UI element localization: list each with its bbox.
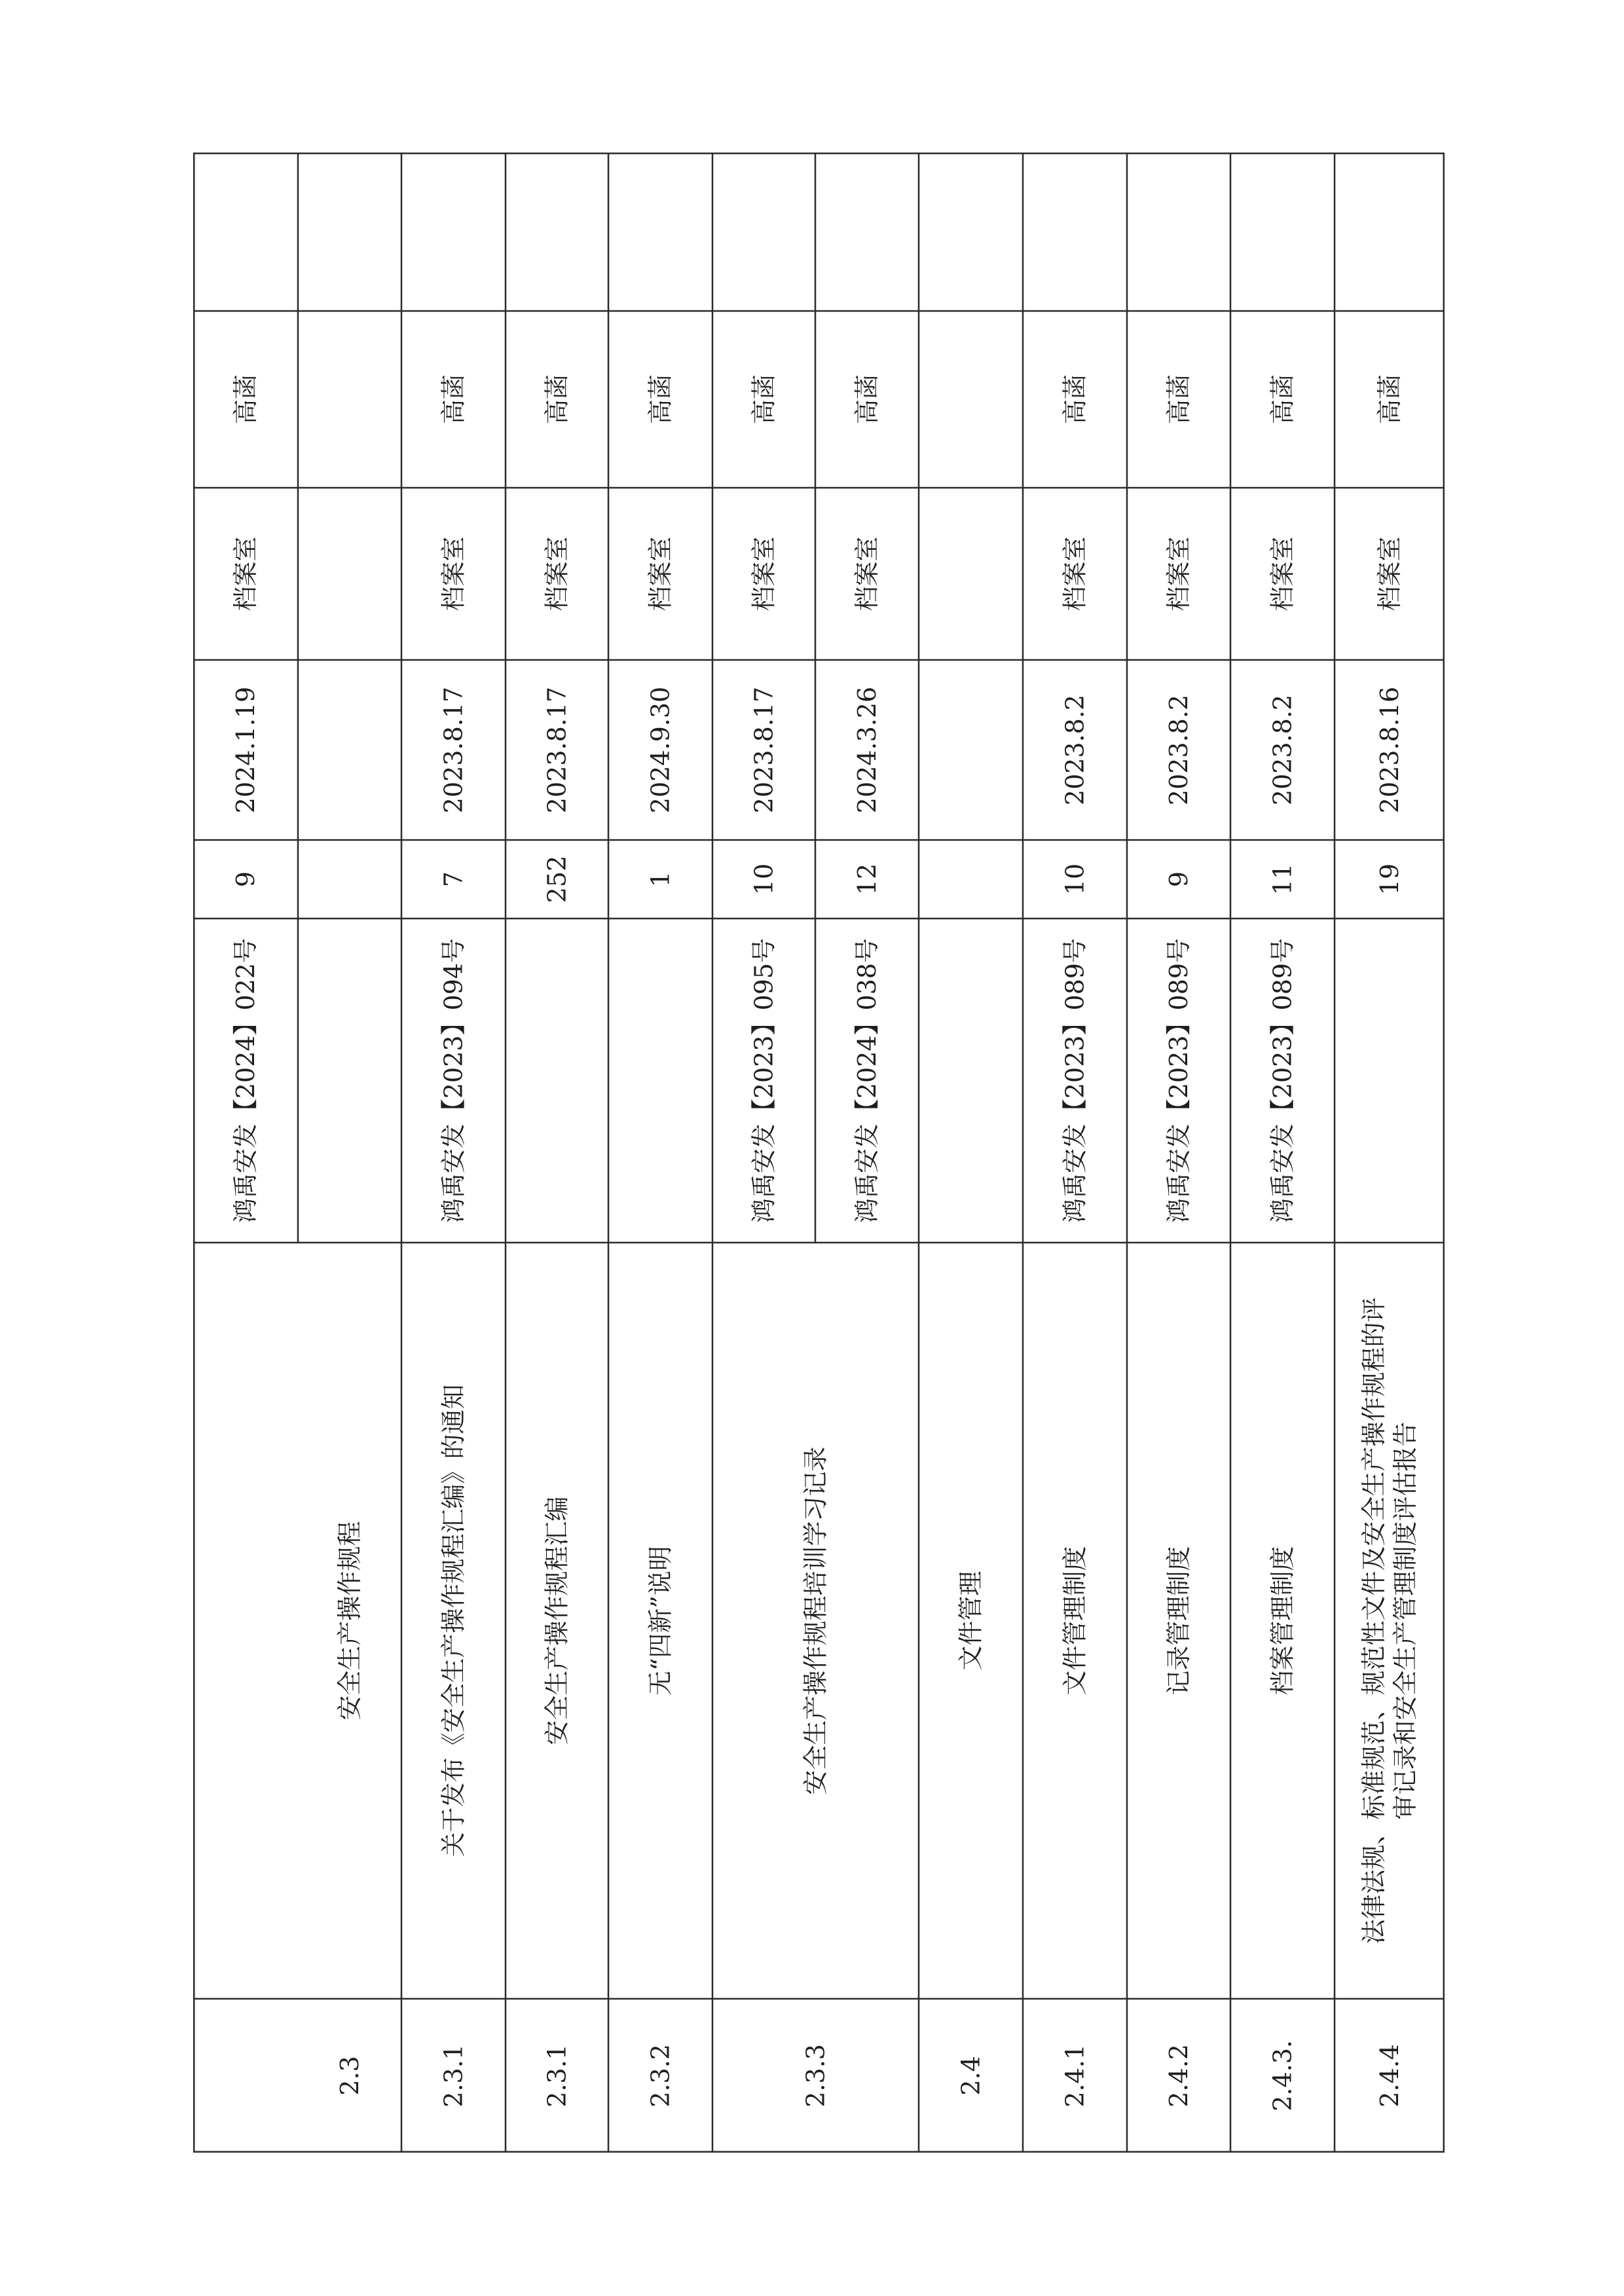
document-table: [193, 153, 1445, 2153]
cell-doc-no: 鸿禹安发【2023】095号: [749, 938, 779, 1224]
cell-location: 档案室: [1164, 536, 1193, 611]
cell-title: 档案管理制度: [1268, 1546, 1297, 1696]
cell-date: 2023.8.16: [1375, 686, 1404, 814]
cell-location: 档案室: [1268, 536, 1297, 611]
cell-title: 无“四新”说明: [646, 1546, 675, 1696]
cell-person: 高菡: [646, 374, 675, 425]
cell-date: 2024.3.26: [853, 686, 881, 814]
cell-date: 2023.8.17: [439, 686, 468, 814]
cell-number: 2.3: [335, 2056, 364, 2096]
cell-title-line1: 法律法规、标准规范、规范性文件及安全生产操作规程的评: [1359, 1297, 1388, 1944]
cell-person: 高菡: [1268, 374, 1297, 425]
cell-date: 2023.8.2: [1164, 694, 1193, 806]
cell-person: 高菡: [1375, 374, 1404, 425]
cell-date: 2023.8.2: [1060, 694, 1090, 806]
cell-pages: 9: [1164, 871, 1193, 888]
cell-person: 高菡: [1060, 374, 1090, 425]
cell-person: 高菡: [1164, 374, 1193, 425]
cell-person: 高菡: [439, 374, 468, 425]
cell-doc-no: 鸿禹安发【2024】022号: [231, 938, 260, 1224]
cell-number: 2.4.2: [1164, 2044, 1193, 2107]
cell-number: 2.3.1: [542, 2044, 572, 2107]
cell-number: 2.3.2: [646, 2044, 675, 2107]
cell-pages: 252: [542, 855, 572, 903]
cell-date: 2023.8.17: [749, 686, 779, 814]
cell-person: 高菡: [542, 374, 572, 425]
cell-location: 档案室: [1060, 536, 1090, 611]
cell-location: 档案室: [853, 536, 881, 611]
cell-date: 2023.8.2: [1268, 694, 1297, 806]
cell-location: 档案室: [646, 536, 675, 611]
cell-date: 2024.9.30: [646, 686, 675, 814]
cell-person: 高菡: [231, 374, 260, 425]
cell-title: 记录管理制度: [1164, 1546, 1193, 1696]
cell-pages: 11: [1268, 863, 1297, 896]
cell-pages: 10: [1060, 863, 1090, 896]
cell-title: 安全生产操作规程: [335, 1521, 364, 1721]
cell-pages: 7: [439, 871, 468, 888]
cell-number: 2.3.1: [439, 2044, 468, 2107]
cell-title: 关于发布《安全生产操作规程汇编》的通知: [439, 1384, 468, 1857]
cell-doc-no: 鸿禹安发【2023】089号: [1164, 938, 1193, 1224]
cell-doc-no: 鸿禹安发【2023】094号: [439, 938, 468, 1224]
cell-number: 2.3.3: [801, 2044, 830, 2107]
cell-title: 文件管理制度: [1060, 1546, 1090, 1696]
cell-number: 2.4.3.: [1268, 2040, 1297, 2111]
cell-number: 2.4.4: [1375, 2044, 1404, 2107]
cell-date: 2024.1.19: [231, 686, 260, 814]
cell-date: 2023.8.17: [542, 686, 572, 814]
cell-pages: 1: [646, 871, 675, 888]
cell-location: 档案室: [749, 536, 779, 611]
cell-location: 档案室: [542, 536, 572, 611]
cell-pages: 12: [853, 863, 881, 896]
cell-location: 档案室: [439, 536, 468, 611]
cell-number: 2.4.1: [1060, 2044, 1090, 2107]
cell-location: 档案室: [1375, 536, 1404, 611]
cell-location: 档案室: [231, 536, 260, 611]
cell-pages: 10: [749, 863, 779, 896]
cell-person: 高菡: [749, 374, 779, 425]
cell-person: 高菡: [853, 374, 881, 425]
cell-doc-no: 鸿禹安发【2023】089号: [1268, 938, 1297, 1224]
cell-doc-no: 鸿禹安发【2024】038号: [853, 938, 881, 1224]
cell-title: 安全生产操作规程培训学习记录: [801, 1446, 830, 1795]
cell-doc-no: 鸿禹安发【2023】089号: [1060, 938, 1090, 1224]
cell-title: 安全生产操作规程汇编: [542, 1496, 572, 1745]
cell-number: 2.4: [956, 2056, 986, 2096]
cell-pages: 9: [231, 871, 260, 888]
cell-title: 文件管理: [956, 1571, 986, 1671]
cell-title-line2: 审记录和安全生产管理制度评估报告: [1391, 1421, 1420, 1820]
cell-pages: 19: [1375, 863, 1404, 896]
